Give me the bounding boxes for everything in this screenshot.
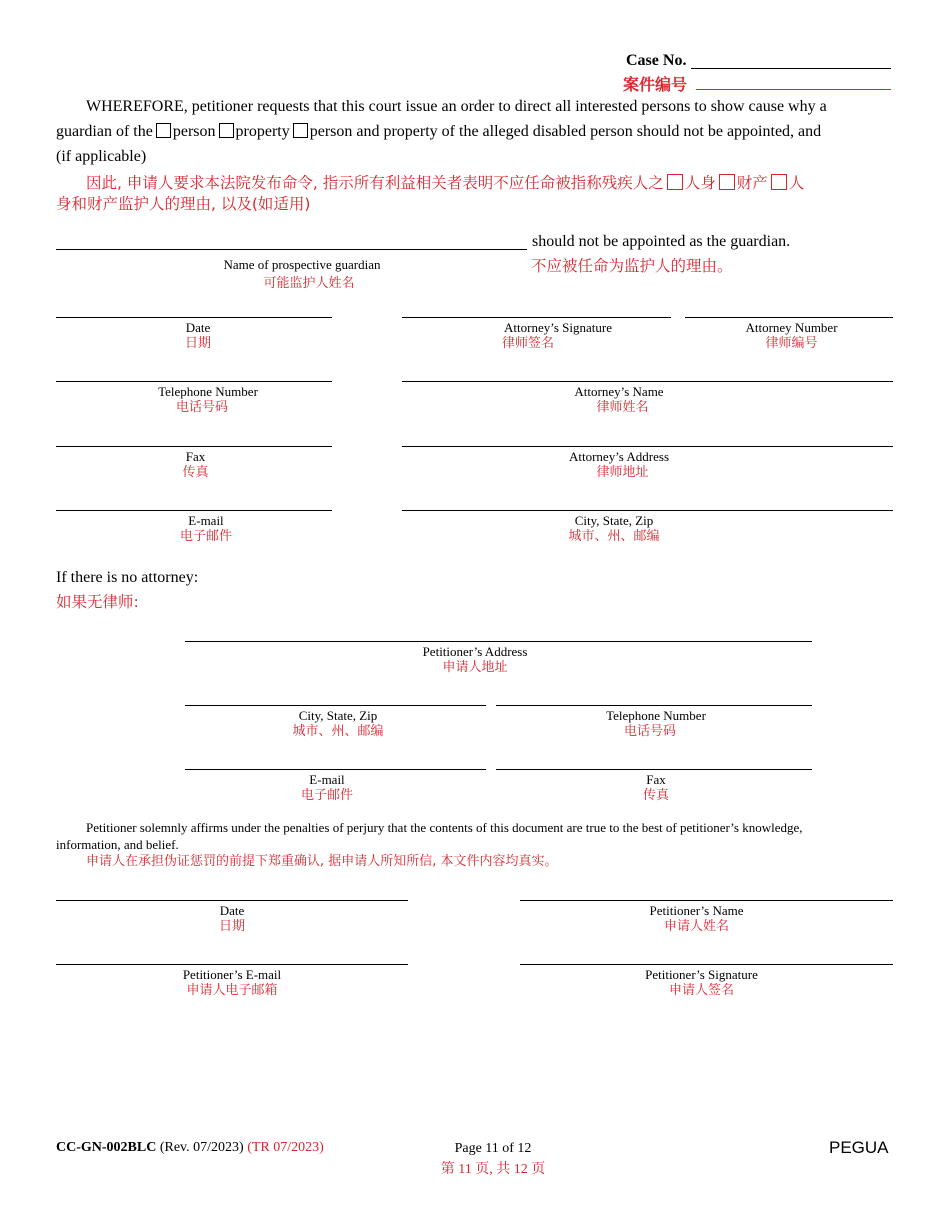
label-en: Telephone Number xyxy=(158,384,258,399)
checkbox-person[interactable] xyxy=(156,123,171,138)
attorney-name-field[interactable] xyxy=(402,381,893,382)
option-person-label-zh: 人身 xyxy=(684,174,716,192)
label-en: Date xyxy=(185,320,211,335)
label-en: E-mail xyxy=(309,772,345,787)
no-attorney-heading-zh: 如果无律师: xyxy=(56,593,139,611)
checkbox-property[interactable] xyxy=(219,123,234,138)
wherefore-line-1: WHEREFORE, petitioner requests that this court issue an order to direct all interested persons to show cause why a xyxy=(86,98,827,115)
label-zh: 日期 xyxy=(218,919,245,934)
attorney-address-field[interactable] xyxy=(402,446,893,447)
checkbox-person-zh[interactable] xyxy=(667,174,683,190)
label-zh: 申请人电子邮箱 xyxy=(186,983,278,998)
petitioner-city-field[interactable] xyxy=(185,705,486,706)
label-en: Petitioner’s Address xyxy=(422,644,528,659)
wherefore-zh-text: 因此, 申请人要求本法院发布命令, 指示所有利益相关者表明不应任命被指称残疾人之 xyxy=(86,174,664,192)
attorney-number-label xyxy=(685,320,898,352)
form-revision: (Rev. 07/2023) xyxy=(159,1140,244,1155)
attorney-number-field[interactable] xyxy=(685,317,893,318)
petitioner-email-sig-label xyxy=(56,967,408,999)
petitioner-email-label xyxy=(185,772,469,804)
attorney-fax-field[interactable] xyxy=(56,446,332,447)
option-both-label-zh: 人 xyxy=(788,174,805,192)
label-en: Fax xyxy=(185,449,206,464)
label-en: Name of prospective guardian xyxy=(223,257,381,272)
label-en: Attorney’s Name xyxy=(574,384,664,399)
petitioner-fax-field[interactable] xyxy=(496,769,812,770)
checkbox-property-zh[interactable] xyxy=(719,174,735,190)
attorney-address-label xyxy=(402,449,836,481)
label-zh: 城市、州、邮编 xyxy=(292,724,384,739)
label-zh: 律师地址 xyxy=(596,465,649,480)
label-en: Petitioner’s E-mail xyxy=(182,967,282,982)
petitioner-address-field[interactable] xyxy=(185,641,812,642)
option-property-label: property xyxy=(235,123,290,140)
label-en: Attorney’s Address xyxy=(568,449,670,464)
checkbox-both-zh[interactable] xyxy=(771,174,787,190)
label-zh: 电话号码 xyxy=(175,400,228,415)
option-person-label: person xyxy=(172,123,216,140)
prospective-guardian-label xyxy=(56,257,548,292)
no-attorney-heading: If there is no attorney: xyxy=(56,569,199,586)
attorney-signature-label xyxy=(402,320,714,352)
petitioner-telephone-field[interactable] xyxy=(496,705,812,706)
attorney-date-field[interactable] xyxy=(56,317,332,318)
label-zh: 律师编号 xyxy=(765,336,818,351)
page-number: Page 11 of 12 xyxy=(454,1141,532,1156)
petitioner-city-label xyxy=(185,708,491,740)
petitioner-date-label xyxy=(56,903,408,935)
attorney-fax-label xyxy=(56,449,335,481)
label-zh: 日期 xyxy=(184,336,211,351)
label-zh: 申请人签名 xyxy=(668,983,734,998)
label-en: Date xyxy=(219,903,245,918)
label-en: City, State, Zip xyxy=(574,513,654,528)
form-code: PEGUA xyxy=(829,1138,889,1157)
attorney-city-field[interactable] xyxy=(402,510,893,511)
label-zh: 传真 xyxy=(642,788,669,803)
case-no-field[interactable] xyxy=(691,68,891,69)
label-zh: 电话号码 xyxy=(623,724,676,739)
petitioner-fax-label xyxy=(496,772,816,804)
attorney-telephone-field[interactable] xyxy=(56,381,332,382)
prospective-guardian-field[interactable] xyxy=(56,249,527,250)
guardian-of-the-text: guardian of the xyxy=(56,123,153,140)
petitioner-signature-label xyxy=(520,967,883,999)
affirmation-line-1: Petitioner solemnly affirms under the penalties of perjury that the contents of this document are true to the best of petitioner’s knowledge, xyxy=(86,820,803,835)
affirmation-zh: 申请人在承担伪证惩罚的前提下郑重确认, 据申请人所知所信, 本文件内容均真实。 xyxy=(86,854,558,869)
guardian-suffix-zh: 不应被任命为监护人的理由。 xyxy=(531,257,733,275)
label-zh: 电子邮件 xyxy=(179,529,232,544)
page-number-zh: 第 11 页, 共 12 页 xyxy=(440,1162,546,1177)
label-zh: 可能监护人姓名 xyxy=(263,276,355,291)
label-en: Petitioner’s Signature xyxy=(645,967,758,982)
label-zh: 传真 xyxy=(182,465,209,480)
attorney-telephone-label xyxy=(56,384,360,416)
label-zh: 申请人地址 xyxy=(442,660,508,675)
petitioner-address-label xyxy=(185,644,765,676)
label-en: Telephone Number xyxy=(606,708,706,723)
guardian-suffix: should not be appointed as the guardian. xyxy=(532,233,791,250)
label-zh: 申请人姓名 xyxy=(663,919,729,934)
label-zh: 律师签名 xyxy=(501,336,554,351)
wherefore-zh-line-2: 身和财产监护人的理由, 以及(如适用) xyxy=(56,195,311,213)
petitioner-signature-field[interactable] xyxy=(520,964,893,965)
wherefore-line-3: (if applicable) xyxy=(56,148,147,165)
petitioner-name-label xyxy=(520,903,873,935)
label-en: E-mail xyxy=(188,513,224,528)
petitioner-name-field[interactable] xyxy=(520,900,893,901)
petitioner-email-field[interactable] xyxy=(185,769,486,770)
option-property-label-zh: 财产 xyxy=(736,174,768,192)
petitioner-date-field[interactable] xyxy=(56,900,408,901)
label-zh: 电子邮件 xyxy=(300,788,353,803)
petitioner-email-sig-field[interactable] xyxy=(56,964,408,965)
label-en: Fax xyxy=(646,772,666,787)
attorney-date-label xyxy=(56,320,340,352)
label-en: Attorney Number xyxy=(745,320,838,335)
attorney-email-label xyxy=(56,513,356,545)
label-zh: 律师姓名 xyxy=(596,400,649,415)
label-en: Attorney’s Signature xyxy=(504,320,612,335)
attorney-signature-field[interactable] xyxy=(402,317,671,318)
case-no-field-zh xyxy=(696,89,891,90)
attorney-name-label xyxy=(402,384,836,416)
label-zh: 城市、州、邮编 xyxy=(568,529,660,544)
petitioner-telephone-label xyxy=(496,708,816,740)
label-en: Petitioner’s Name xyxy=(649,903,744,918)
wherefore-zh-line-1 xyxy=(86,173,804,194)
form-id: CC-GN-002BLC xyxy=(56,1140,157,1155)
option-both-label: person and property of the alleged disabled person should not be appointed, and xyxy=(309,123,822,140)
wherefore-line-2 xyxy=(56,119,821,144)
affirmation-line-2: information, and belief. xyxy=(56,837,179,852)
attorney-email-field[interactable] xyxy=(56,510,332,511)
case-no-label: Case No. xyxy=(626,52,687,69)
form-identifier xyxy=(56,1140,324,1156)
attorney-city-label xyxy=(402,513,826,545)
case-no-label-zh: 案件编号 xyxy=(623,75,688,94)
label-en: City, State, Zip xyxy=(298,708,378,723)
translation-revision: (TR 07/2023) xyxy=(247,1140,324,1155)
checkbox-person-and-property[interactable] xyxy=(293,123,308,138)
